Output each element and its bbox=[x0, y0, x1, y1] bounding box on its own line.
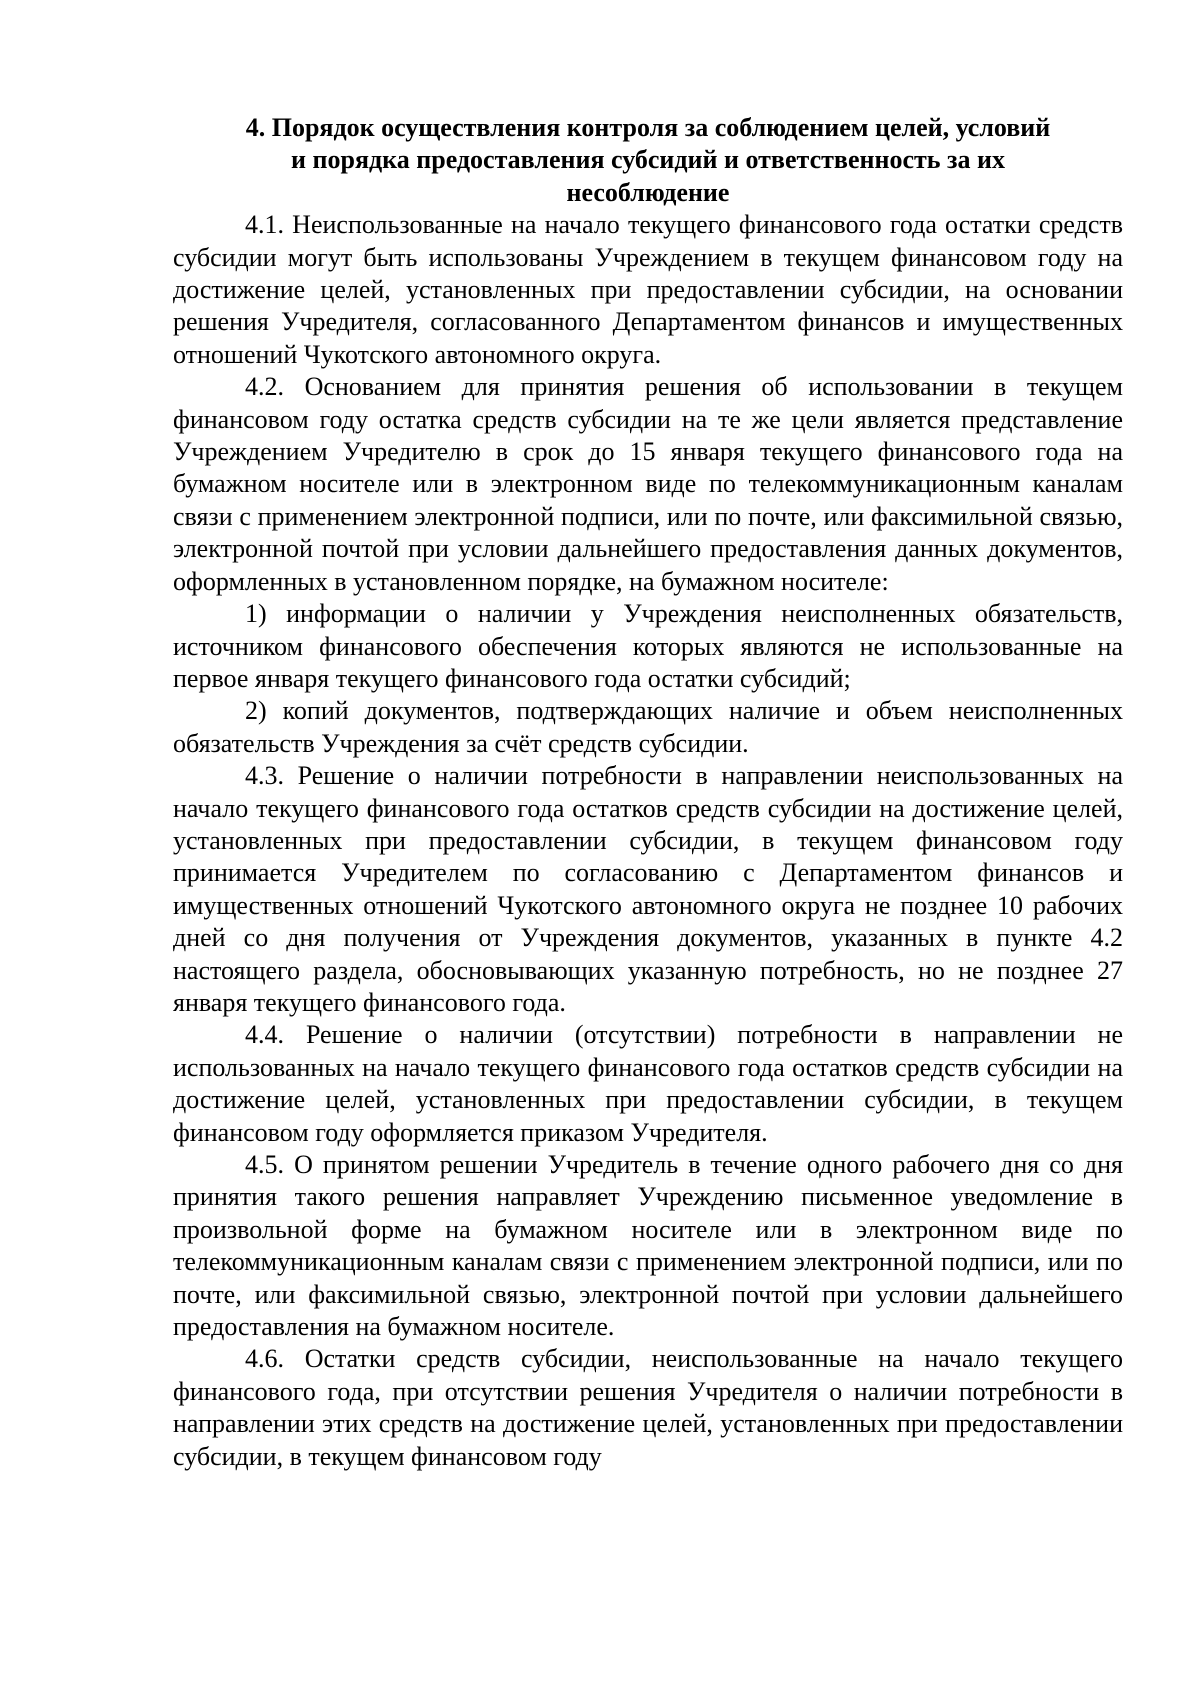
section-heading bbox=[173, 112, 1123, 209]
paragraph-4-2-item-1: 1) информации о наличии у Учреждения неисполненных обязательств, источником финансового обеспечения которых являются не использованные на первое января текущего финансового года остатки субсидий; bbox=[173, 599, 1123, 693]
section-heading-line-2: и порядка предоставления субсидий и ответственность за их bbox=[291, 145, 1005, 175]
paragraph-4-2: 4.2. Основанием для принятия решения об использовании в текущем финансовом году остатка средств субсидии на те же цели является представление Учреждением Учредителю в срок до 15 января текущего финансового года на бумажном носителе или в электронном виде по телекоммуникационным каналам связи с применением электронной подписи, или по почте, или факсимильной связью, электронной почтой при условии дальнейшего предоставления данных документов, оформленных в установленном порядке, на бумажном носителе: bbox=[173, 372, 1123, 596]
paragraph-4-2-item-2: 2) копий документов, подтверждающих наличие и объем неисполненных обязательств Учреждения за счёт средств субсидии. bbox=[173, 696, 1123, 758]
paragraph-4-4: 4.4. Решение о наличии (отсутствии) потребности в направлении не использованных на начало текущего финансового года остатков средств субсидии на достижение целей, установленных при предоставлении субсидии, в текущем финансовом году оформляется приказом Учредителя. bbox=[173, 1020, 1123, 1147]
paragraph-4-1: 4.1. Неиспользованные на начало текущего финансового года остатки средств субсидии могут быть использованы Учреждением в текущем финансовом году на достижение целей, установленных при предоставлении субсидии, на основании решения Учредителя, согласованного Департаментом финансов и имущественных отношений Чукотского автономного округа. bbox=[173, 210, 1123, 369]
paragraph-4-5: 4.5. О принятом решении Учредитель в течение одного рабочего дня со дня принятия такого решения направляет Учреждению письменное уведомление в произвольной форме на бумажном носителе или в электронном виде по телекоммуникационным каналам связи с применением электронной подписи, или по почте, или факсимильной связью, электронной почтой при условии дальнейшего предоставления на бумажном носителе. bbox=[173, 1150, 1123, 1342]
document-page bbox=[173, 112, 1123, 1473]
paragraph-4-6: 4.6. Остатки средств субсидии, неиспользованные на начало текущего финансового года, при отсутствии решения Учредителя о наличии потребности в направлении этих средств на достижение целей, установленных при предоставлении субсидии, в текущем финансовом году bbox=[173, 1344, 1123, 1471]
paragraph-4-3: 4.3. Решение о наличии потребности в направлении неиспользованных на начало текущего финансового года остатков средств субсидии на достижение целей, установленных при предоставлении субсидии, в текущем финансовом году принимается Учредителем по согласованию с Департаментом финансов и имущественных отношений Чукотского автономного округа не позднее 10 рабочих дней со дня получения от Учреждения документов, указанных в пункте 4.2 настоящего раздела, обосновывающих указанную потребность, но не позднее 27 января текущего финансового года. bbox=[173, 761, 1123, 1017]
section-heading-line-3: несоблюдение bbox=[566, 177, 730, 207]
section-heading-line-1: 4. Порядок осуществления контроля за соблюдением целей, условий bbox=[245, 113, 1051, 142]
